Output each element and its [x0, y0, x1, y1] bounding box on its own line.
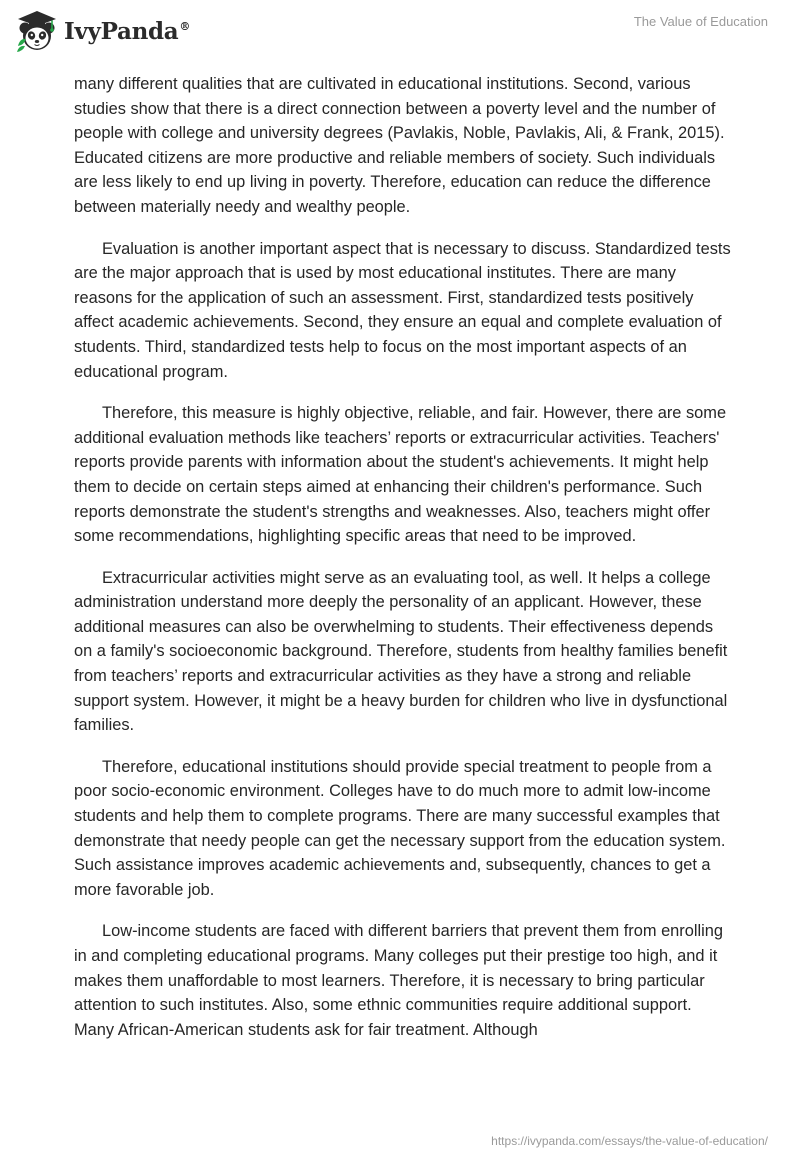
paragraph: Therefore, educational institutions should provide special treatment to people from a poor socio-economic environment. Colleges have to do much more to admit low-income students and help them to complete programs. There are many successful examples that demonstrate that needy people can get the necessary support from the education system. Such assistance improves academic achievements and, subsequently, chances to get a more favorable job.	[74, 757, 726, 899]
brand-name: IvyPanda®	[64, 17, 191, 45]
paragraph: Extracurricular activities might serve as an evaluating tool, as well. It helps a college administration understand more deeply the personality of an applicant. However, these additional measures can also be overwhelming to students. Their effectiveness depends on a family's socioeconomic background. Therefore, students from healthy families benefit from teachers’ reports and extracurricular activities as they have a strong and reliable support system. However, it might be a heavy burden for children who live in dysfunctional families.	[74, 568, 728, 735]
paragraph: Evaluation is another important aspect that is necessary to discuss. Standardized tests are the major approach that is used by most educational institutes. There are many reasons for the application of such an assessment. First, standardized tests positively affect academic achievements. Second, they ensure an equal and complete evaluation of students. Third, standardized tests help to focus on the most important aspects of an educational program.	[74, 239, 731, 381]
paragraph: many different qualities that are cultivated in educational institutions. Second, various studies show that there is a direct connection between a poverty level and the number of people with college and university degrees (Pavlakis, Noble, Pavlakis, Ali, & Frank, 2015). Educated citizens are more productive and reliable members of society. Such individuals are less likely to end up living in poverty. Therefore, education can reduce the difference between materially needy and wealthy people.	[74, 75, 725, 216]
paragraph: Therefore, this measure is highly objective, reliable, and fair. However, there are some additional evaluation methods like teachers’ reports or extracurricular activities. Teachers' reports provide parents with information about the student's achievements. It might help them to decide on certain steps aimed at enhancing their children's performance. Such reports demonstrate the student's strengths and weaknesses. Also, teachers might offer some recommendations, highlighting specific areas that need to be improved.	[74, 404, 727, 546]
essay-body	[74, 72, 734, 1059]
paragraph: Low-income students are faced with different barriers that prevent them from enrolling in and completing educational programs. Many colleges put their prestige too high, and it makes them unaffordable to most learners. Therefore, it is necessary to bring particular attention to such institutes. Also, some ethnic communities require additional support. Many African-American students ask for fair treatment. Although	[74, 922, 724, 1039]
ivypanda-logo[interactable]	[14, 8, 190, 54]
source-url-link[interactable]: https://ivypanda.com/essays/the-value-of-education/	[491, 1134, 768, 1148]
page-header	[0, 0, 800, 70]
document-title: The Value of Education	[633, 14, 768, 29]
panda-graduate-icon	[14, 8, 60, 54]
